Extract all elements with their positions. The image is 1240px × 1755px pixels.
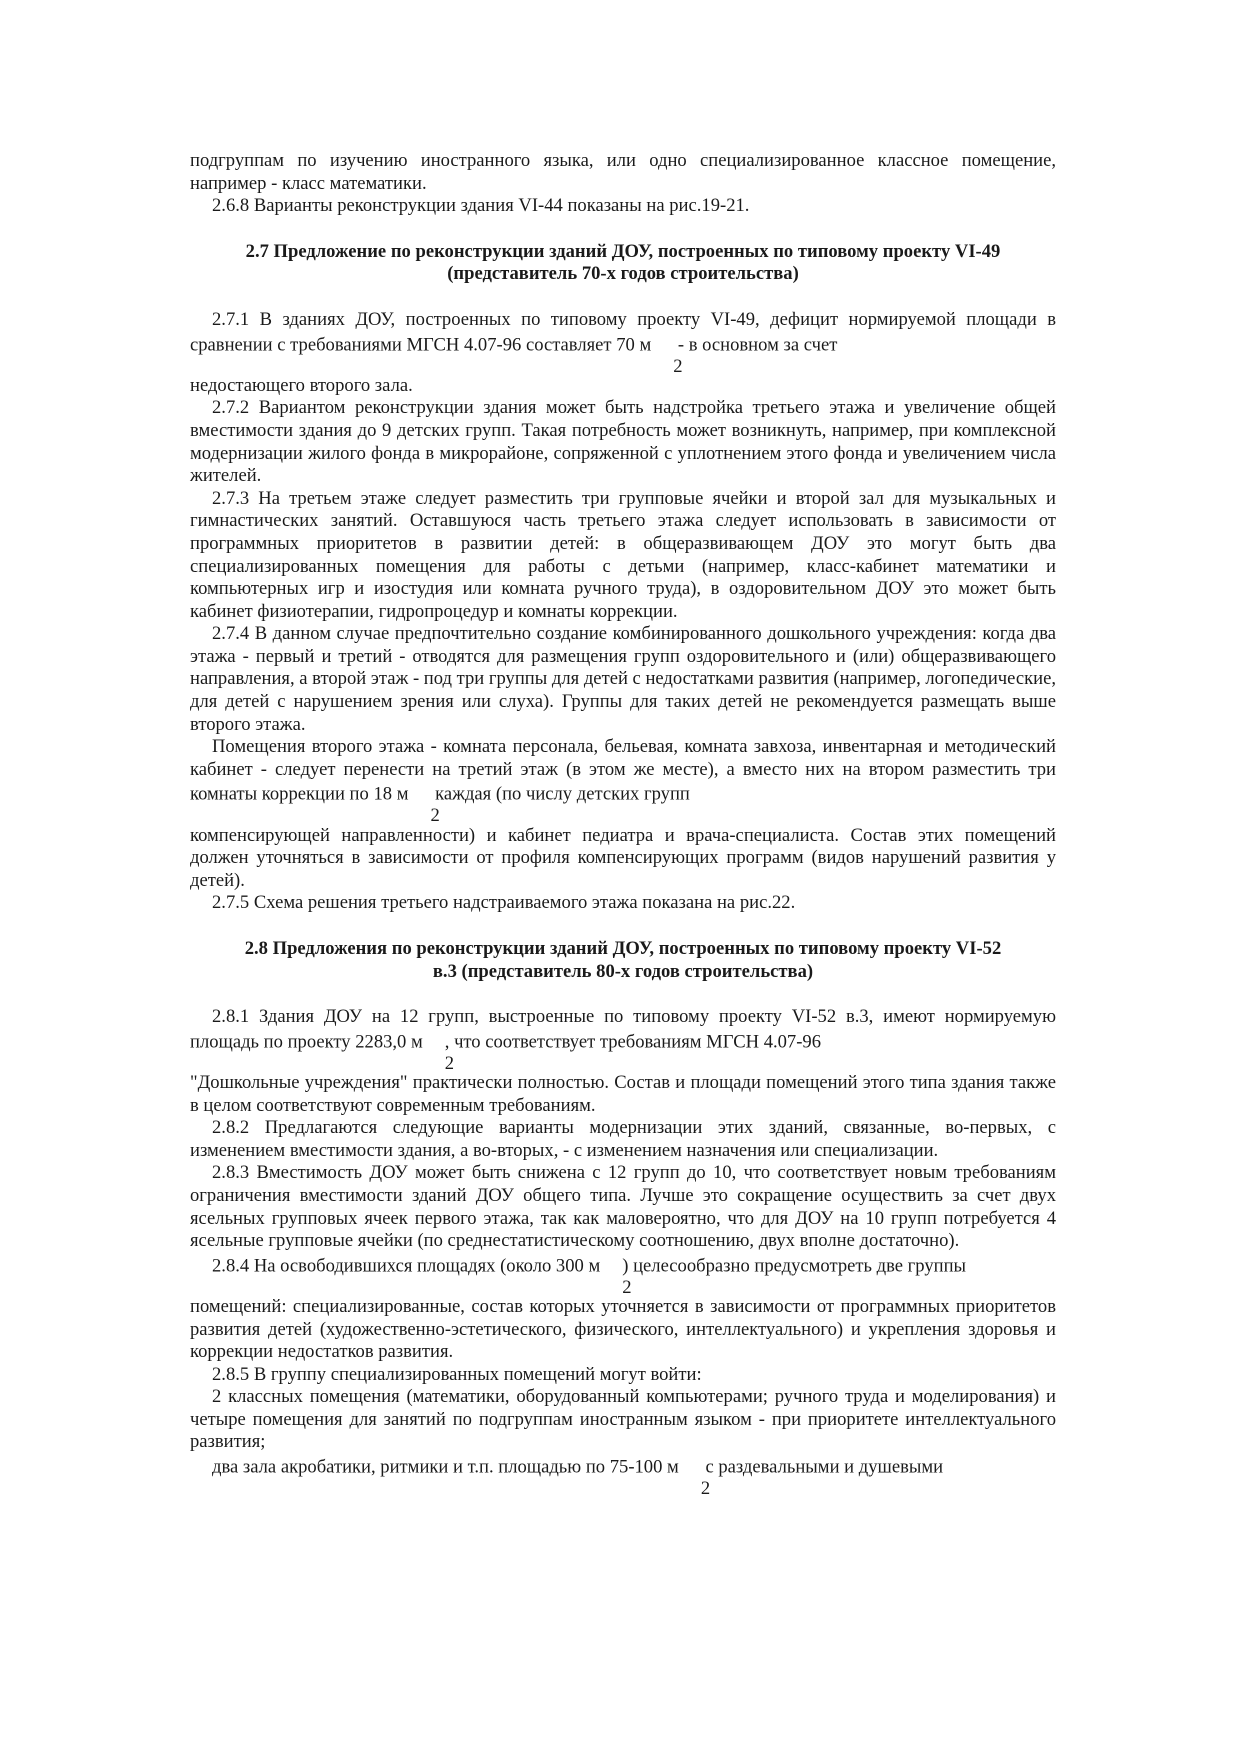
section-heading-2-7 bbox=[190, 241, 1056, 286]
superscript: 2 bbox=[444, 1052, 455, 1074]
paragraph: подгруппам по изучению иностранного языка, или одно специализированное классное помещение, например - класс математики. bbox=[190, 150, 1056, 194]
superscript: 2 bbox=[700, 1478, 711, 1500]
heading-line: 2.8 Предложения по реконструкции зданий ДОУ, построенных по типовому проекту VI-52 bbox=[244, 938, 1002, 959]
paragraph: 2.8.4 На освободившихся площадях (около 300 м 2 ) целесообразно предусмотреть две группы bbox=[212, 1255, 967, 1298]
paragraph: 2.7.3 На третьем этаже следует разместить три групповые ячейки и второй зал для музыкальных и гимнастических занятий. Оставшуюся часть третьего этажа следует использовать в зависимости от программных приоритетов в развитии детей: в общеразвивающем ДОУ это могут быть два специализированных помещения для работы с детьми (например, класс-кабинет математики и компьютерных игр и изостудия или комната ручного труда), в оздоровительном ДОУ это может быть кабинет физиотерапии, гидропроцедур и комнаты коррекции. bbox=[190, 487, 1056, 622]
heading-line: (представитель 70-х годов строительства) bbox=[447, 263, 799, 285]
superscript: 2 bbox=[673, 355, 683, 377]
paragraph: 2.7.4 В данном случае предпочтительно создание комбинированного дошкольного учреждения: когда два этажа - первый и третий - отводятся для размещения групп оздоровительного и (или) общеразвивающего направления, а второй этаж - под три группы для детей с недостатками развития (например, логопедические, для детей с нарушением зрения или слуха). Группы для таких детей не рекомендуется размещать выше второго этажа. bbox=[190, 623, 1056, 735]
paragraph: 2.7.1 В зданиях ДОУ, построенных по типовому проекту VI-49, дефицит нормируемой площади в сравнении с требованиями МГСН 4.07-96 составляет 70 м 2 - в основном за счет bbox=[190, 308, 1056, 377]
document-page bbox=[190, 150, 1056, 1500]
superscript: 2 bbox=[430, 805, 440, 827]
paragraph: 2.7.2 Вариантом реконструкции здания может быть надстройка третьего этажа и увеличение общей вместимости здания до 9 детских групп. Такая потребность может возникнуть, например, при комплексной модернизации жилого фонда в микрорайоне, сопряженной с уплотнением этого фонда и увеличением числа жителей. bbox=[190, 397, 1056, 487]
paragraph: Помещения второго этажа - комната персонала, бельевая, комната завхоза, инвентарная и методический кабинет - следует перенести на третий этаж (в этом же месте), а вместо них на втором разместить три комнаты коррекции по 18 м 2 каждая (по числу детских групп bbox=[190, 736, 1056, 827]
paragraph: 2.8.1 Здания ДОУ на 12 групп, выстроенные по типовому проекту VI-52 в.3, имеют нормируемую площадь по проекту 2283,0 м 2 , что соответствует требованиям МГСН 4.07-96 bbox=[190, 1006, 1056, 1074]
paragraph: "Дошкольные учреждения" практически полностью. Состав и площади помещений этого типа здания также в целом соответствуют современным требованиям. bbox=[190, 1071, 1056, 1116]
paragraph: 2 классных помещения (математики, оборудованный компьютерами; ручного труда и моделирования) и четыре помещения для занятий по подгруппам иностранным языком - при приоритете интеллектуального развития; bbox=[190, 1386, 1056, 1453]
heading-line: в.3 (представитель 80-х годов строительства) bbox=[432, 960, 814, 982]
paragraph: 2.6.8 Варианты реконструкции здания VI-44 показаны на рис.19-21. bbox=[212, 195, 750, 217]
paragraph: компенсирующей направленности) и кабинет педиатра и врача-специалиста. Состав этих помещений должен уточняться в зависимости от профиля компенсирующих программ (видов нарушений развития у детей). bbox=[190, 824, 1056, 891]
paragraph: помещений: специализированные, состав которых уточняется в зависимости от программных приоритетов развития детей (художественно-эстетического, физического, интеллектуального) и укрепления здоровья и коррекции недостатков развития. bbox=[190, 1295, 1056, 1363]
paragraph: 2.8.5 В группу специализированных помещений могут войти: bbox=[212, 1363, 702, 1385]
paragraph: 2.7.5 Схема решения третьего надстраиваемого этажа показана на рис.22. bbox=[212, 892, 796, 914]
paragraph: два зала акробатики, ритмики и т.п. площадью по 75-100 м 2 с раздевальными и душевыми bbox=[212, 1456, 944, 1500]
paragraph: 2.8.2 Предлагаются следующие варианты модернизации этих зданий, связанные, во-первых, с изменением вместимости здания, а во-вторых, - с изменением назначения или специализации. bbox=[190, 1117, 1056, 1161]
paragraph: 2.8.3 Вместимость ДОУ может быть снижена с 12 групп до 10, что соответствует новым требованиям ограничения вместимости зданий ДОУ общего типа. Лучше это сокращение осуществить за счет двух ясельных групповых ячеек первого этажа, так как маловероятно, что для ДОУ на 10 групп потребуется 4 ясельные групповые ячейки (по среднестатистическому соотношению, двух вполне достаточно). bbox=[190, 1162, 1056, 1252]
section-heading-2-8 bbox=[190, 938, 1056, 983]
paragraph: недостающего второго зала. bbox=[190, 374, 413, 396]
heading-line: 2.7 Предложение по реконструкции зданий ДОУ, построенных по типовому проекту VI-49 bbox=[245, 240, 1001, 262]
superscript: 2 bbox=[622, 1276, 632, 1298]
